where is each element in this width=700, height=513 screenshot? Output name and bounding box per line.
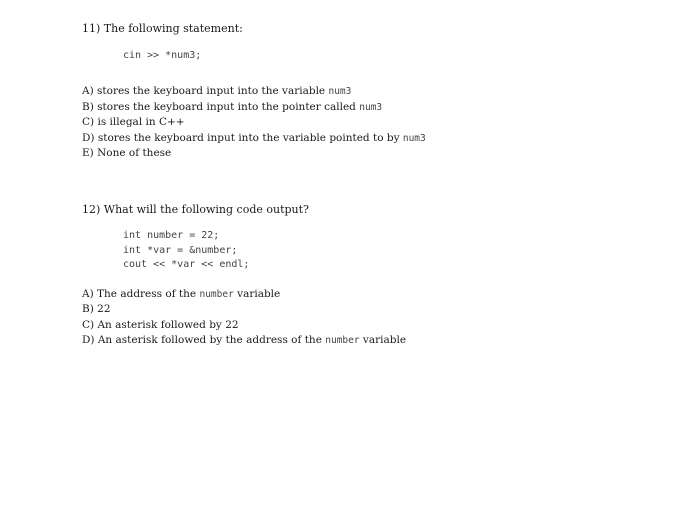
question-12-text: 12) What will the following code output? — [82, 203, 309, 216]
question-11-text: 11) The following statement: — [82, 22, 243, 35]
question-12 — [82, 203, 682, 349]
option-e: E) None of these — [82, 147, 172, 159]
question-11-code — [123, 49, 682, 63]
question-12-code — [123, 229, 682, 273]
option-b: B) 22 — [82, 303, 111, 315]
option-c: C) An asterisk followed by 22 — [82, 318, 239, 331]
code-line: int *var = &number; — [123, 244, 238, 256]
option-d: D) stores the keyboard input into the variable pointed to by num3 — [82, 131, 426, 144]
code-line: cout << *var << endl; — [123, 259, 250, 270]
option-b: B) stores the keyboard input into the pointer called num3 — [82, 100, 383, 113]
option-d: D) An asterisk followed by the address of the number variable — [82, 334, 407, 346]
code-line: cin >> *num3; — [123, 50, 202, 61]
option-a: A) stores the keyboard input into the variable num3 — [82, 85, 352, 97]
code-line: int number = 22; — [123, 230, 220, 241]
option-a: A) The address of the number variable — [82, 287, 281, 300]
option-c: C) is illegal in C++ — [82, 116, 185, 128]
question-12-options — [82, 287, 682, 349]
question-11-options — [82, 84, 682, 162]
question-11 — [82, 22, 682, 162]
